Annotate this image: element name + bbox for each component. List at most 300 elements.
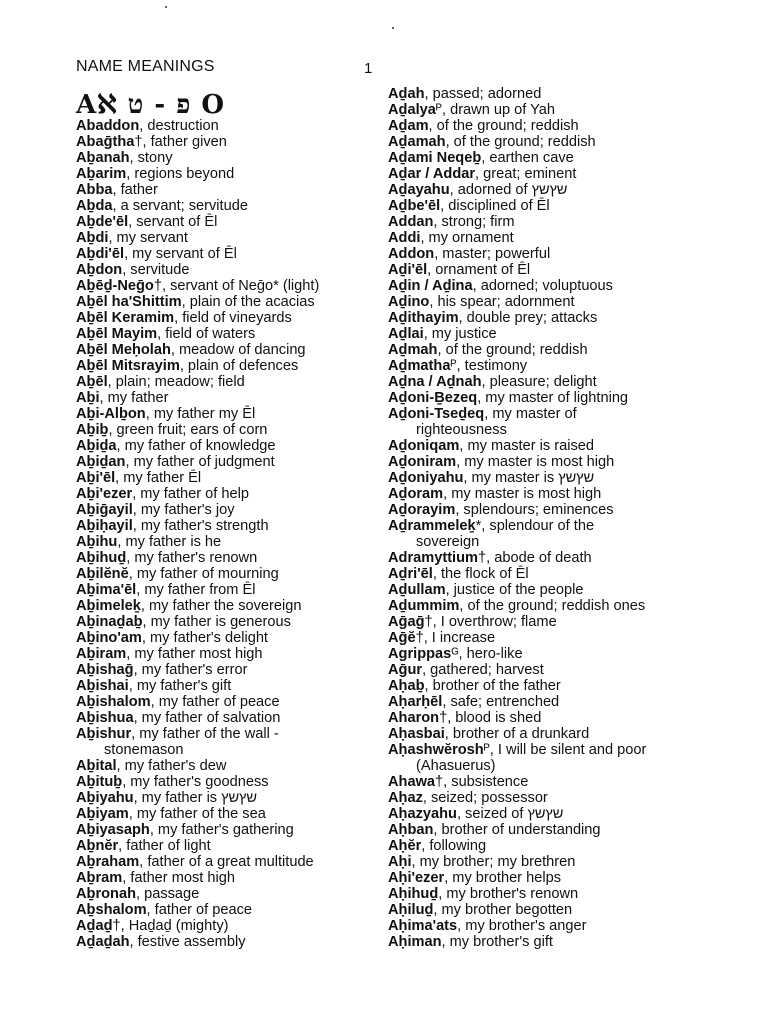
entry-name: Aḏithayim	[388, 310, 459, 326]
entry-name: Aḇimeleḵ	[76, 598, 141, 614]
entry-name: Aḇi'ēl	[76, 470, 116, 486]
entry-name: Aḇiram	[76, 646, 127, 662]
entry-meaning: , my father is generous	[142, 614, 291, 630]
entry-name: Aḏaḏ	[76, 918, 113, 934]
entry-meaning: †, blood is shed	[439, 710, 542, 726]
entry-meaning: , of the ground; reddish	[437, 342, 588, 358]
entry-name: Aḏino	[388, 294, 430, 310]
entry-name: Aḇinaḏaḇ	[76, 614, 143, 630]
entry-meaning: , my father is שץשץ	[133, 790, 258, 806]
entry-meaning: , disciplined of Ēl	[440, 198, 550, 214]
entry-name: Aḏah	[388, 86, 425, 102]
entry-name: Aḥarḥēl	[388, 694, 443, 710]
entry-meaning: , servitude	[122, 262, 190, 278]
name-entry	[388, 166, 688, 182]
entry-meaning: , safe; entrenched	[442, 694, 560, 710]
entry-name: Aḏmatha	[388, 358, 451, 374]
entry-meaning: , strong; firm	[433, 214, 515, 230]
entry-name: Aḏummim	[388, 598, 460, 614]
entry-meaning: , stony	[129, 150, 173, 166]
entry-meaning: , my father of knowledge	[116, 438, 276, 454]
entry-meaning: , my brother; my brethren	[411, 854, 576, 870]
scan-speck	[165, 6, 167, 8]
name-entry	[76, 438, 376, 454]
name-entry	[76, 838, 376, 854]
name-entry	[76, 758, 376, 774]
entry-meaning: , adorned; voluptuous	[472, 278, 613, 294]
name-entry	[76, 662, 376, 678]
entry-meaning: , my father my Ēl	[145, 406, 256, 422]
entry-meaning: , my father from Ēl	[136, 582, 256, 598]
name-entry	[76, 358, 376, 374]
entry-name: Aḇital	[76, 758, 117, 774]
entry-name: Aḏoni-Tseḏeq	[388, 406, 485, 422]
name-entry	[388, 198, 688, 214]
entry-meaning: , my father Ēl	[115, 470, 202, 486]
name-entry	[76, 710, 376, 726]
entry-meaning: , father most high	[122, 870, 235, 886]
entry-meaning: , gathered; harvest	[422, 662, 544, 678]
entry-name: Aḥi	[388, 854, 412, 870]
entry-name: Aḇnĕr	[76, 838, 119, 854]
entry-meaning: , my father of the wall -	[131, 726, 279, 742]
entry-name: Aḥiluḏ	[388, 902, 434, 918]
entry-continuation: righteousness	[416, 422, 507, 438]
entry-meaning: , great; eminent	[475, 166, 577, 182]
name-entry	[388, 470, 688, 486]
name-entry	[76, 806, 376, 822]
entry-name: Aḥasbai	[388, 726, 445, 742]
name-entry	[76, 406, 376, 422]
entry-meaning: †, father given	[134, 134, 227, 150]
name-entry	[388, 694, 688, 710]
name-entry	[76, 422, 376, 438]
name-entry	[388, 150, 688, 166]
entry-meaning: ᴳ, hero-like	[451, 646, 523, 662]
entry-name: Aḇanah	[76, 150, 130, 166]
name-entry	[388, 726, 688, 742]
entry-meaning: , my father most high	[126, 646, 263, 662]
entry-meaning: , earthen cave	[481, 150, 574, 166]
entry-meaning: , my servant of Ēl	[124, 246, 237, 262]
entry-name: Aḏoni-Ḇezeq	[388, 390, 478, 406]
entry-name: Aḏbe'ēl	[388, 198, 441, 214]
entry-name: Agrippas	[388, 646, 452, 662]
name-entry	[76, 166, 376, 182]
entry-name: Aḇēl Mitsrayim	[76, 358, 180, 374]
entry-name: Aḏmah	[388, 342, 438, 358]
name-entry	[76, 182, 376, 198]
entry-name: Aḡĕ	[388, 630, 416, 646]
entry-meaning: , my master is raised	[459, 438, 594, 454]
entry-meaning: , my father's goodness	[122, 774, 269, 790]
entry-meaning: , my father's error	[133, 662, 248, 678]
entry-continuation: (Ahasuerus)	[416, 758, 496, 774]
name-entry	[76, 598, 376, 614]
entry-name: Aḏi'ēl	[388, 262, 428, 278]
entry-meaning: , my justice	[423, 326, 497, 342]
entry-name: Aḇarim	[76, 166, 127, 182]
entry-name: Aḇima'ēl	[76, 582, 137, 598]
entry-meaning: , plain; meadow; field	[107, 374, 245, 390]
entry-name: Aḇi'ezer	[76, 486, 133, 502]
entry-meaning: , double prey; attacks	[458, 310, 598, 326]
entry-meaning: , regions beyond	[126, 166, 235, 182]
name-entry	[76, 934, 376, 950]
entry-name: Aḏullam	[388, 582, 446, 598]
entry-meaning: , my father's strength	[132, 518, 269, 534]
name-entry	[388, 630, 688, 646]
entry-name: Aḇronah	[76, 886, 136, 902]
name-entry	[76, 582, 376, 598]
name-entry	[388, 678, 688, 694]
entry-name: Aḇshalom	[76, 902, 147, 918]
entry-name: Aḇiḇ	[76, 422, 109, 438]
entry-name: Aḏri'ēl	[388, 566, 433, 582]
name-entry	[388, 518, 688, 534]
entry-name: Aḥihuḏ	[388, 886, 439, 902]
entry-name: Aḏoniram	[388, 454, 457, 470]
entry-name: Aḇde'ēl	[76, 214, 129, 230]
entry-meaning: , my father is he	[117, 534, 222, 550]
name-entry	[388, 742, 688, 758]
name-entry	[76, 566, 376, 582]
entry-name: Aḇdon	[76, 262, 123, 278]
entry-meaning: †, Haḏaḏ (mighty)	[112, 918, 229, 934]
entry-name: Abaḡtha	[76, 134, 135, 150]
entry-meaning: , my father's renown	[126, 550, 258, 566]
entry-meaning: , splendours; eminences	[455, 502, 614, 518]
entry-meaning: *, splendour of the	[475, 518, 595, 534]
entry-meaning: , passage	[136, 886, 200, 902]
name-entry	[76, 870, 376, 886]
entry-meaning: †, abode of death	[478, 550, 592, 566]
entry-name: Aḇēl Meḥolah	[76, 342, 171, 358]
entry-meaning: , father of a great multitude	[139, 854, 314, 870]
name-entry	[388, 838, 688, 854]
entry-meaning: †, subsistence	[435, 774, 529, 790]
entry-meaning: , father of light	[118, 838, 211, 854]
entry-name: Aḏin / Aḏina	[388, 278, 473, 294]
page-number: 1	[364, 60, 373, 77]
entry-meaning: , my father	[99, 390, 169, 406]
name-entry	[76, 134, 376, 150]
name-entry	[388, 358, 688, 374]
entry-name: Aḥaḇ	[388, 678, 425, 694]
name-entry	[76, 246, 376, 262]
entry-name: Aḏar / Addar	[388, 166, 476, 182]
name-entry	[76, 454, 376, 470]
entry-name: Ahawa	[388, 774, 436, 790]
name-entry	[388, 582, 688, 598]
name-entry	[76, 214, 376, 230]
entry-name: Aḥazyahu	[388, 806, 457, 822]
name-entry	[76, 326, 376, 342]
entry-meaning: , adorned of שץשץ	[449, 182, 568, 198]
name-entry	[388, 486, 688, 502]
name-entry	[388, 566, 688, 582]
entry-name: Aḡur	[388, 662, 423, 678]
entry-meaning: , my father of peace	[150, 694, 280, 710]
entry-name: Aḇihuḏ	[76, 550, 127, 566]
entry-meaning: , the flock of Ēl	[432, 566, 529, 582]
name-entry	[76, 518, 376, 534]
name-entry	[388, 870, 688, 886]
entry-name: Aḇiḡayil	[76, 502, 133, 518]
entry-meaning: , my father of the sea	[128, 806, 266, 822]
entry-meaning: , my father's gift	[128, 678, 232, 694]
entry-name: Adramyttium	[388, 550, 479, 566]
name-entry	[76, 854, 376, 870]
entry-name: Aḥban	[388, 822, 434, 838]
entry-meaning: , my brother helps	[444, 870, 561, 886]
entry-name: Aḇi-Alḇon	[76, 406, 146, 422]
entry-name: Aḏami Neqeḇ	[388, 150, 482, 166]
entry-meaning: , brother of a drunkard	[444, 726, 590, 742]
entry-meaning: , my brother's gift	[441, 934, 553, 950]
entry-meaning: , my father's dew	[116, 758, 227, 774]
name-entry	[388, 230, 688, 246]
name-entry	[388, 550, 688, 566]
name-entry	[76, 390, 376, 406]
entry-name: Aḥiman	[388, 934, 442, 950]
entry-name: Aḇraham	[76, 854, 140, 870]
entry-meaning: , my ornament	[420, 230, 514, 246]
entry-meaning: ᴾ, I will be silent and poor	[483, 742, 647, 758]
entry-name: Aḇram	[76, 870, 123, 886]
entry-name: Aḏoniyahu	[388, 470, 464, 486]
entry-meaning: , seized; possessor	[422, 790, 548, 806]
entry-meaning: , my brother begotten	[433, 902, 573, 918]
name-entry	[76, 646, 376, 662]
entry-meaning: , plain of the acacias	[181, 294, 315, 310]
name-entry	[388, 646, 688, 662]
name-entry	[388, 278, 688, 294]
entry-meaning: , my father of help	[132, 486, 249, 502]
entry-name: Aḇēl	[76, 374, 108, 390]
entry-meaning: , of the ground; reddish	[428, 118, 579, 134]
entry-meaning: , ornament of Ēl	[427, 262, 531, 278]
entry-meaning: , father	[112, 182, 158, 198]
name-entry	[76, 230, 376, 246]
name-entry	[76, 118, 376, 134]
name-entry	[76, 486, 376, 502]
entry-name: Aḏamah	[388, 134, 446, 150]
entry-meaning: , his spear; adornment	[429, 294, 575, 310]
name-entry	[388, 614, 688, 630]
entry-meaning: , my master of	[484, 406, 577, 422]
entry-meaning: , plain of defences	[179, 358, 299, 374]
entry-name: Abaddon	[76, 118, 140, 134]
entry-meaning: , green fruit; ears of corn	[108, 422, 268, 438]
entry-name: Aḇiḏa	[76, 438, 117, 454]
entry-meaning: , my father of judgment	[125, 454, 275, 470]
entry-name: Aḇishai	[76, 678, 129, 694]
entry-name: Aḇda	[76, 198, 113, 214]
entry-name: Aḏam	[388, 118, 429, 134]
entry-name: Aḇishur	[76, 726, 132, 742]
name-entry	[388, 118, 688, 134]
name-entry	[388, 806, 688, 822]
entry-meaning: , my brother's anger	[457, 918, 587, 934]
name-entry	[76, 790, 376, 806]
name-entry	[76, 198, 376, 214]
right-column	[388, 86, 688, 950]
name-entry	[388, 374, 688, 390]
entry-meaning: , my father's delight	[141, 630, 268, 646]
name-entry	[76, 774, 376, 790]
entry-meaning: , my father of mourning	[128, 566, 279, 582]
page-title: NAME MEANINGS	[76, 58, 215, 75]
name-entry	[76, 550, 376, 566]
name-entry	[76, 726, 376, 742]
name-entry	[76, 150, 376, 166]
entry-name: Aḥi'ezer	[388, 870, 445, 886]
name-entry	[76, 470, 376, 486]
entry-meaning: , my servant	[108, 230, 188, 246]
entry-meaning: , my master is שץשץ	[463, 470, 595, 486]
name-entry	[388, 102, 688, 118]
entry-name: Aḇiyahu	[76, 790, 134, 806]
left-column	[76, 118, 376, 950]
entry-name: Aḏoram	[388, 486, 444, 502]
entry-name: Aḥaz	[388, 790, 423, 806]
name-entry	[388, 710, 688, 726]
entry-meaning: , following	[421, 838, 487, 854]
section-heading: Aℵ פ - ט O	[76, 90, 226, 120]
name-entry	[76, 310, 376, 326]
name-entry	[76, 294, 376, 310]
name-entry	[388, 294, 688, 310]
name-entry	[76, 902, 376, 918]
entry-meaning: , of the ground; reddish ones	[459, 598, 646, 614]
name-entry	[388, 774, 688, 790]
entry-name: Aḇdi	[76, 230, 109, 246]
entry-meaning: , my father the sovereign	[140, 598, 302, 614]
entry-meaning: †, servant of Neḡo* (light)	[153, 278, 320, 294]
name-entry	[76, 678, 376, 694]
entry-name: Aḏalya	[388, 102, 436, 118]
name-entry	[76, 262, 376, 278]
entry-meaning: , brother of the father	[424, 678, 561, 694]
entry-name: Aḥima'ats	[388, 918, 458, 934]
entry-name: Aḇiḏan	[76, 454, 126, 470]
name-entry	[388, 454, 688, 470]
name-entry	[76, 374, 376, 390]
entry-name: Aḏoniqam	[388, 438, 460, 454]
entry-meaning: †, I increase	[415, 630, 496, 646]
entry-meaning: , field of vineyards	[174, 310, 292, 326]
entry-meaning: , justice of the people	[445, 582, 584, 598]
name-entry	[76, 918, 376, 934]
name-entry	[388, 86, 688, 102]
entry-meaning: , of the ground; reddish	[445, 134, 596, 150]
name-entry	[76, 278, 376, 294]
entry-name: Aharon	[388, 710, 440, 726]
name-entry	[388, 342, 688, 358]
entry-name: Aḇishua	[76, 710, 134, 726]
name-entry	[388, 262, 688, 278]
name-entry	[388, 886, 688, 902]
entry-meaning: , my master is most high	[456, 454, 615, 470]
entry-name: Aḏaḏah	[76, 934, 130, 950]
entry-name: Aḇishalom	[76, 694, 151, 710]
entry-name: Aḇēl Keramim	[76, 310, 175, 326]
entry-meaning: , pleasure; delight	[481, 374, 597, 390]
name-entry	[76, 822, 376, 838]
name-entry	[388, 214, 688, 230]
name-entry	[388, 310, 688, 326]
entry-meaning: , festive assembly	[129, 934, 246, 950]
name-entry	[388, 390, 688, 406]
entry-name: Aḏna / Aḏnah	[388, 374, 482, 390]
entry-name: Aḇilĕnĕ	[76, 566, 129, 582]
entry-continuation: sovereign	[416, 534, 480, 550]
name-entry	[76, 886, 376, 902]
entry-meaning: , passed; adorned	[424, 86, 542, 102]
name-entry	[388, 502, 688, 518]
name-entry	[388, 598, 688, 614]
entry-name: Aḇiyam	[76, 806, 129, 822]
entry-meaning: , my master of lightning	[477, 390, 629, 406]
name-entry	[388, 790, 688, 806]
entry-meaning: , destruction	[139, 118, 219, 134]
entry-name: Addon	[388, 246, 435, 262]
entry-name: Aḇiyasaph	[76, 822, 150, 838]
entry-meaning: , a servant; servitude	[112, 198, 248, 214]
name-entry	[388, 934, 688, 950]
name-entry	[76, 534, 376, 550]
entry-name: Aḇi	[76, 390, 100, 406]
name-entry	[388, 246, 688, 262]
name-entry	[388, 822, 688, 838]
entry-name: Aḇihu	[76, 534, 118, 550]
entry-name: Aḇdi'ēl	[76, 246, 125, 262]
entry-name: Addi	[388, 230, 421, 246]
entry-continuation: stonemason	[104, 742, 184, 758]
entry-name: Aḏayahu	[388, 182, 450, 198]
name-entry	[76, 614, 376, 630]
entry-meaning: †, I overthrow; flame	[424, 614, 557, 630]
name-entry	[76, 630, 376, 646]
name-entry	[388, 662, 688, 678]
entry-meaning: , father of peace	[146, 902, 253, 918]
entry-meaning: ᴾ, drawn up of Yah	[435, 102, 556, 118]
entry-meaning: , my father's joy	[132, 502, 235, 518]
name-entry	[388, 134, 688, 150]
name-entry	[76, 502, 376, 518]
entry-name: Aḏlai	[388, 326, 424, 342]
name-entry	[388, 854, 688, 870]
entry-name: Aḡaḡ	[388, 614, 425, 630]
entry-name: Aḇēl Mayim	[76, 326, 158, 342]
entry-meaning: , my master is most high	[443, 486, 602, 502]
name-entry	[388, 438, 688, 454]
entry-meaning: , servant of Ēl	[128, 214, 218, 230]
name-entry	[388, 902, 688, 918]
entry-name: Aḇēl ha'Shittim	[76, 294, 182, 310]
entry-name: Aḇishaḡ	[76, 662, 134, 678]
entry-name: Aḇituḇ	[76, 774, 123, 790]
name-entry	[388, 326, 688, 342]
entry-meaning: , my father's gathering	[149, 822, 294, 838]
entry-meaning: , field of waters	[157, 326, 256, 342]
entry-name: Aḇēḏ-Neḡo	[76, 278, 154, 294]
entry-meaning: ᴾ, testimony	[450, 358, 528, 374]
entry-name: Aḏorayim	[388, 502, 456, 518]
name-entry	[76, 694, 376, 710]
entry-meaning: , meadow of dancing	[170, 342, 306, 358]
